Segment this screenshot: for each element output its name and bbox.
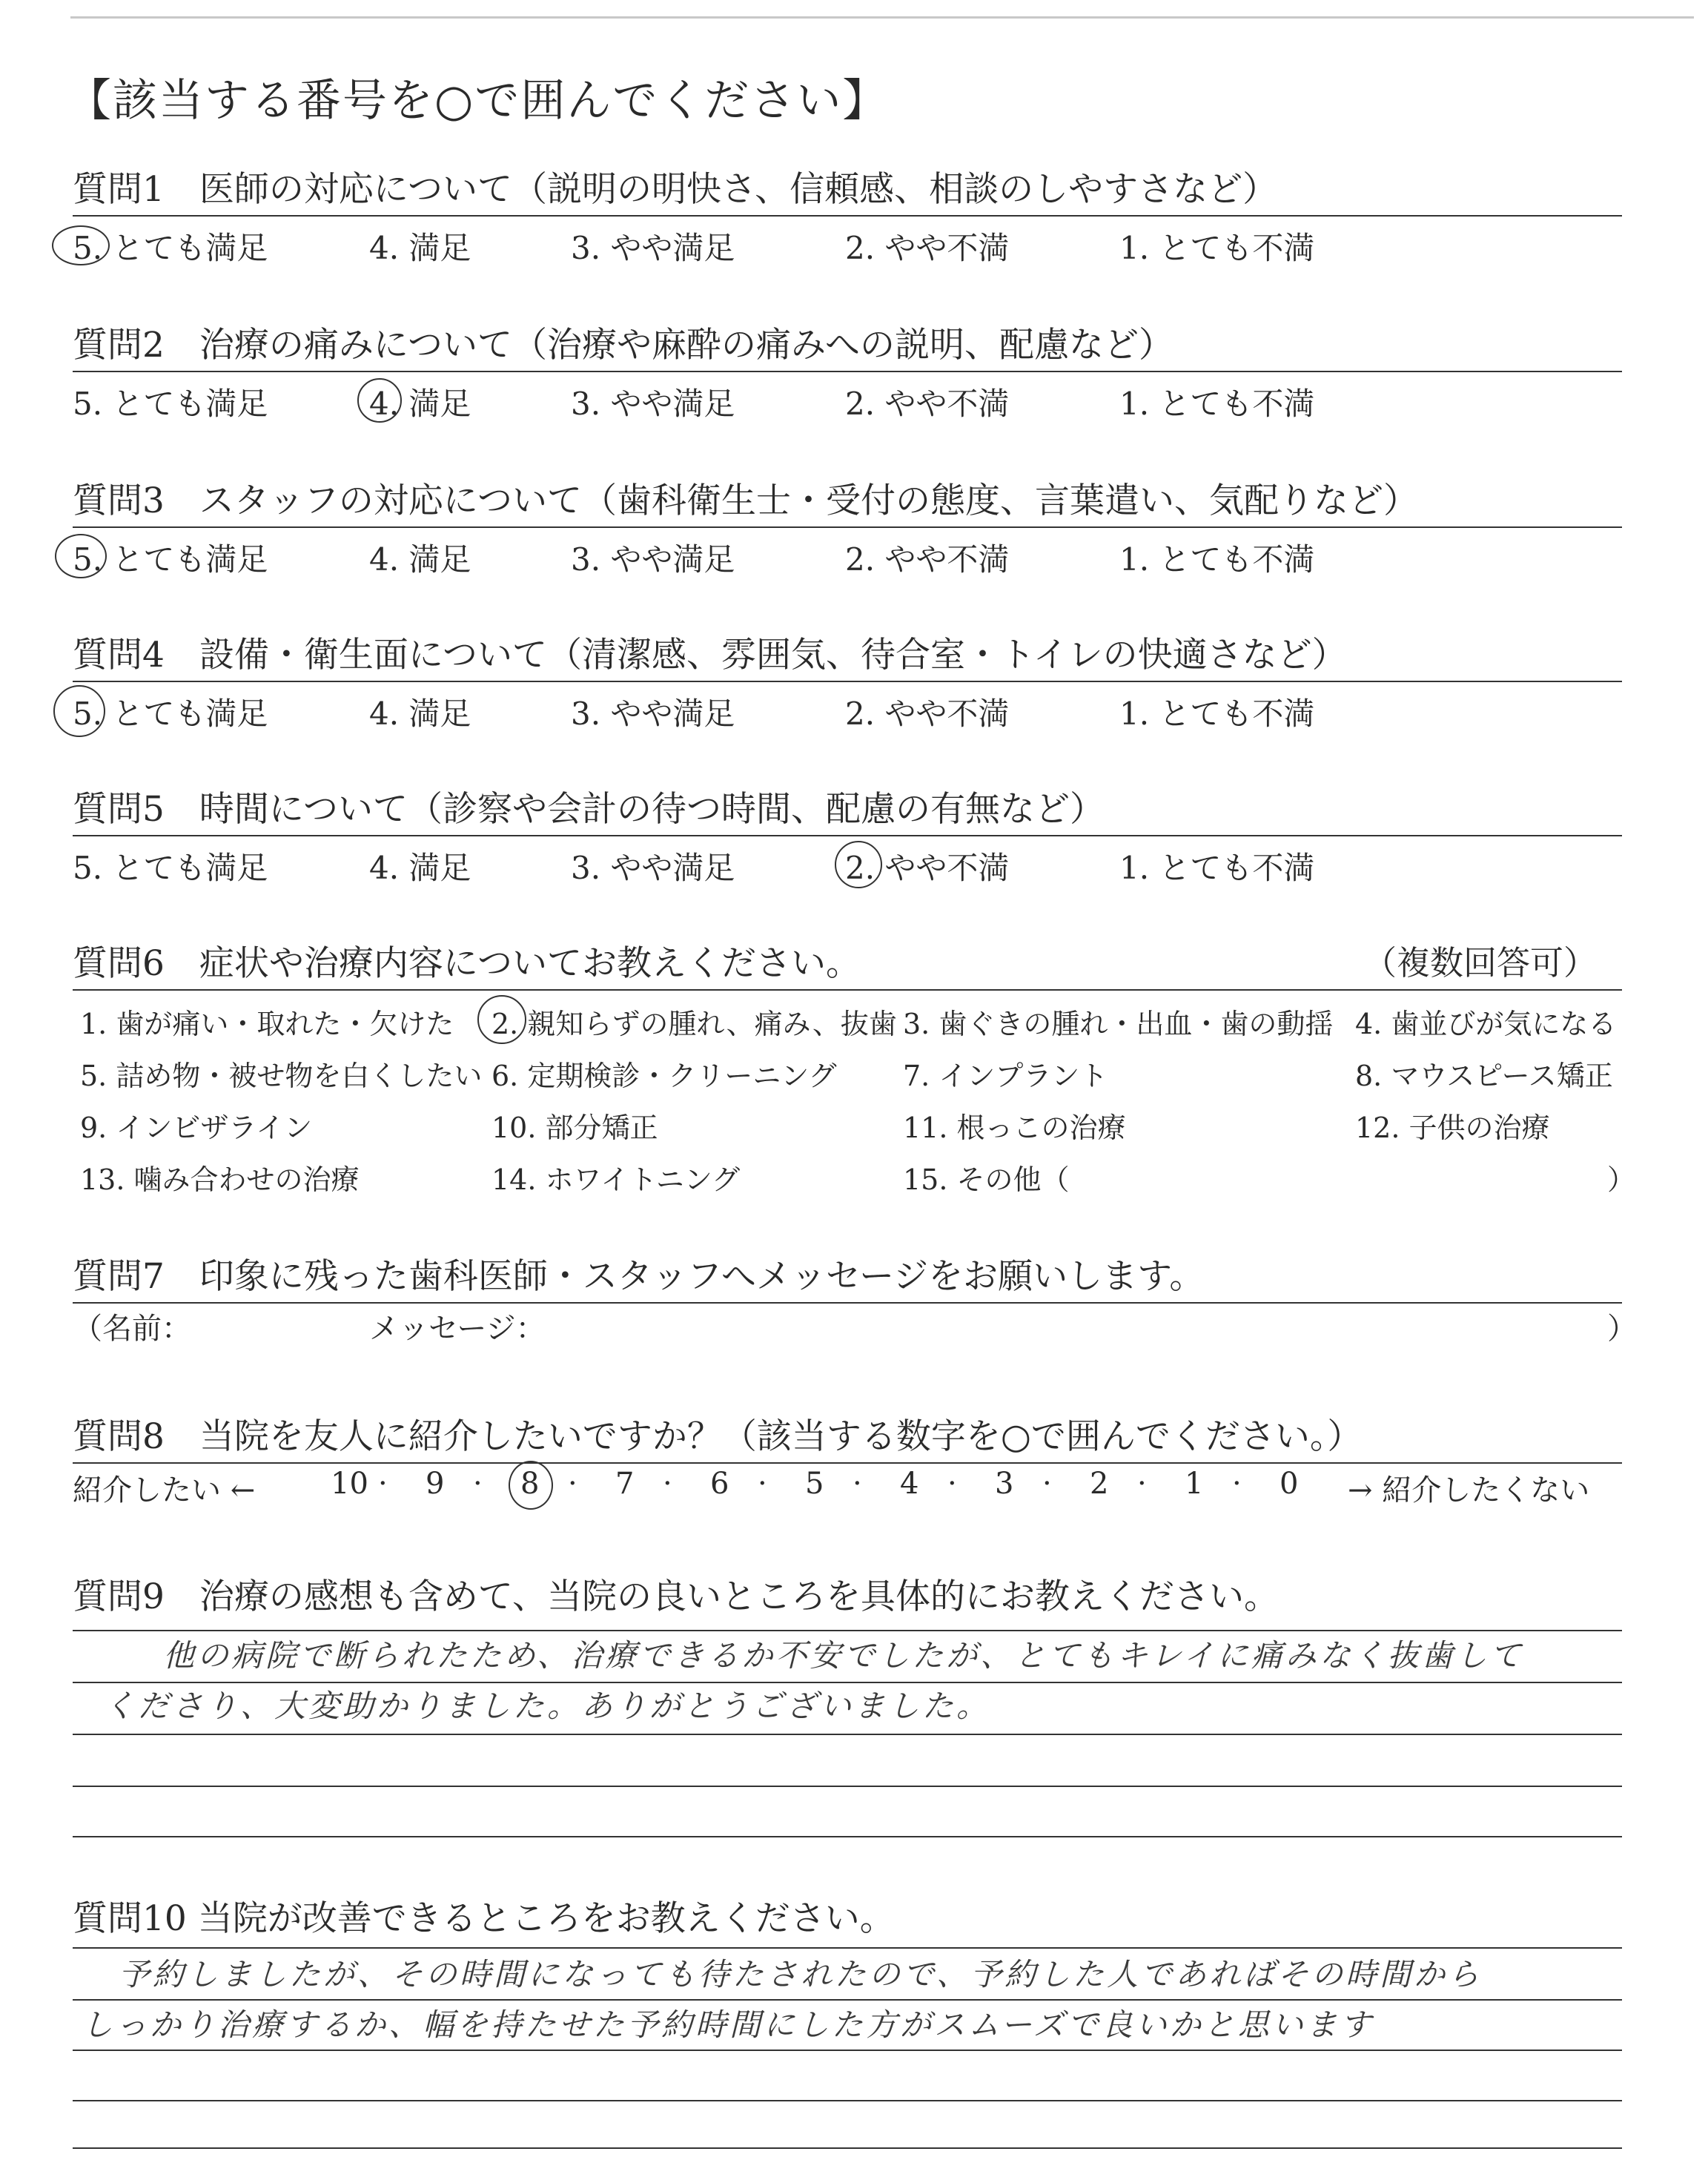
symptom-option[interactable]: 3. 歯ぐきの腫れ・出血・歯の動揺 [903,1008,1334,1040]
underline [73,1462,1622,1464]
symptom-option[interactable]: 6. 定期検診・クリーニング [491,1060,837,1092]
scale-separator: · [758,1467,767,1501]
scale-separator: · [947,1467,957,1501]
question-title: 質問10 当院が改善できるところをお教えください。 [73,1898,895,1939]
symptom-option[interactable]: 5. 詰め物・被せ物を白くしたい [80,1060,483,1092]
symptom-option[interactable]: 10. 部分矯正 [491,1112,658,1144]
question-title: 質問4 設備・衛生面について（清潔感、雰囲気、待合室・トイレの快適さなど） [73,635,1347,676]
rating-options [73,535,1622,580]
question-title: 質問9 治療の感想も含めて、当院の良いところを具体的にお教えください。 [73,1576,1279,1617]
scale-separator: · [663,1467,672,1501]
underline [73,371,1622,372]
scale-number-5[interactable]: 5 [805,1467,824,1501]
symptom-option[interactable]: 13. 噛み合わせの治療 [80,1163,360,1196]
option-4[interactable]: 4. 満足 [369,850,471,886]
answer-line [73,2100,1622,2101]
scale-separator: · [568,1467,577,1501]
underline [73,989,1622,991]
option-5[interactable]: 5. とても満足 [73,696,268,732]
answer-line [73,1836,1622,1837]
handwritten-answer-line: 他の病院で断られたため、治療できるか不安でしたが、とてもキレイに痛みなく抜歯して [163,1637,1524,1674]
other-close-paren: ） [1607,1163,1636,1196]
symptom-option[interactable]: 8. マウスピース矯正 [1355,1060,1613,1092]
option-1[interactable]: 1. とても不満 [1119,850,1315,886]
option-1[interactable]: 1. とても不満 [1119,230,1315,266]
scale-number-4[interactable]: 4 [900,1467,919,1501]
scale-number-3[interactable]: 3 [995,1467,1014,1501]
recommend-scale [73,1467,1622,1511]
rating-options [73,844,1622,888]
question-title: 質問2 治療の痛みについて（治療や麻酔の痛みへの説明、配慮など） [73,325,1174,366]
option-2[interactable]: 2. やや不満 [845,230,1010,266]
question-title: 質問6 症状や治療内容についてお教えください。 [73,943,861,984]
underline [73,681,1622,682]
underline [73,835,1622,836]
question-title: 質問3 スタッフの対応について（歯科衛生士・受付の態度、言葉遣い、気配りなど） [73,480,1418,521]
question-title: 質問7 印象に残った歯科医師・スタッフへメッセージをお願いします。 [73,1256,1205,1297]
message-label: メッセージ： [369,1312,546,1346]
handwritten-answer-line: 予約しましたが、その時間になっても待たされたので、予約した人であればその時間から [119,1956,1483,1992]
symptom-option[interactable]: 2. 親知らずの腫れ、痛み、抜歯 [491,1008,897,1040]
scale-separator: · [378,1467,388,1501]
option-1[interactable]: 1. とても不満 [1119,696,1315,732]
option-4[interactable]: 4. 満足 [369,541,471,578]
answer-line [73,1786,1622,1787]
question-title: 質問8 当院を友人に紹介したいですか？（該当する数字を○で囲んでください。） [73,1416,1363,1457]
symptom-option[interactable]: 1. 歯が痛い・取れた・欠けた [80,1008,454,1040]
page-header: 【該当する番号を○で囲んでください】 [67,75,889,127]
symptom-option[interactable]: 9. インビザライン [80,1112,313,1144]
option-5[interactable]: 5. とても満足 [73,541,268,578]
scale-number-6[interactable]: 6 [710,1467,729,1501]
answer-line [73,1947,1622,1949]
option-1[interactable]: 1. とても不満 [1119,386,1315,422]
symptom-option[interactable]: 11. 根っこの治療 [903,1112,1126,1144]
underline [73,526,1622,528]
option-5[interactable]: 5. とても満足 [73,386,268,422]
symptom-option[interactable]: 4. 歯並びが気になる [1355,1008,1617,1040]
scale-number-8[interactable]: 8 [520,1467,540,1501]
scale-left-label: 紹介したい ← [73,1473,256,1507]
rating-options [73,380,1622,424]
option-3[interactable]: 3. やや満足 [571,850,735,886]
option-1[interactable]: 1. とても不満 [1119,541,1315,578]
option-3[interactable]: 3. やや満足 [571,386,735,422]
scale-number-0[interactable]: 0 [1280,1467,1299,1501]
symptom-options [73,1001,1636,1216]
top-border [70,16,1694,19]
option-4[interactable]: 4. 満足 [369,230,471,266]
scale-separator: · [1232,1467,1242,1501]
option-3[interactable]: 3. やや満足 [571,230,735,266]
scale-separator: · [1042,1467,1052,1501]
multiple-answers-note: （複数回答可） [1363,943,1597,982]
option-2[interactable]: 2. やや不満 [845,850,1010,886]
scale-number-1[interactable]: 1 [1185,1467,1204,1501]
underline [73,215,1622,217]
underline [73,1302,1622,1304]
scale-number-10[interactable]: 10 [331,1467,368,1501]
answer-line [73,2050,1622,2051]
symptom-option[interactable]: 15. その他（ [903,1163,1070,1196]
message-close-paren: ） [1607,1312,1637,1346]
option-4[interactable]: 4. 満足 [369,386,471,422]
scale-separator: · [853,1467,862,1501]
name-label: （名前： [73,1312,191,1346]
handwritten-answer-line: くださり、大変助かりました。ありがとうございました。 [104,1688,991,1724]
option-5[interactable]: 5. とても満足 [73,850,268,886]
scale-number-2[interactable]: 2 [1090,1467,1109,1501]
symptom-option[interactable]: 7. インプラント [903,1060,1108,1092]
scale-number-7[interactable]: 7 [615,1467,635,1501]
answer-line [73,1734,1622,1735]
answer-line [73,2147,1622,2149]
rating-options [73,224,1622,268]
symptom-option[interactable]: 12. 子供の治療 [1355,1112,1550,1144]
scale-separator: · [1137,1467,1147,1501]
rating-options [73,690,1622,734]
option-5[interactable]: 5. とても満足 [73,230,268,266]
option-3[interactable]: 3. やや満足 [571,696,735,732]
symptom-option[interactable]: 14. ホワイトニング [491,1163,741,1196]
question-title: 質問5 時間について（診察や会計の待つ時間、配慮の有無など） [73,789,1105,830]
question-title: 質問1 医師の対応について（説明の明快さ、信頼感、相談のしやすさなど） [73,169,1278,210]
option-4[interactable]: 4. 満足 [369,696,471,732]
option-2[interactable]: 2. やや不満 [845,541,1010,578]
scale-separator: · [473,1467,483,1501]
scale-right-label: → 紹介したくない [1348,1473,1590,1507]
scale-number-9[interactable]: 9 [426,1467,445,1501]
option-3[interactable]: 3. やや満足 [571,541,735,578]
option-2[interactable]: 2. やや不満 [845,696,1010,732]
handwritten-answer-line: しっかり治療するか、幅を持たせた予約時間にした方がスムーズで良いかと思います [82,2007,1374,2043]
option-2[interactable]: 2. やや不満 [845,386,1010,422]
